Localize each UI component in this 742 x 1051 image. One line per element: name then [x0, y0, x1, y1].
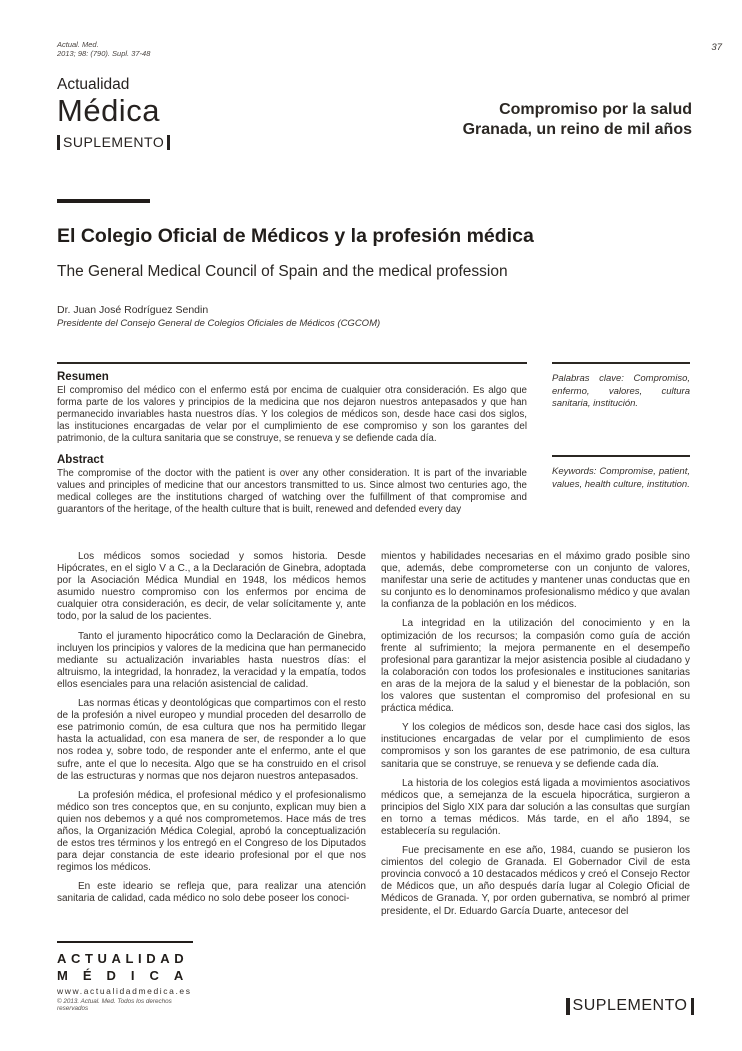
author-affiliation: Presidente del Consejo General de Colegios Oficiales de Médicos (CGCOM): [57, 318, 381, 329]
body-paragraph: Las normas éticas y deontológicas que compartimos con el resto de la profesión a nivel europeo y mundial proceden del desarrollo de ese patrimonio común, de esa cultura que nos ha permitido llegar hasta la actualidad, con esa manera de ser, de responder a lo que nos rodea y, sobre todo, de responder ante el enfermo, ante el que sufre, ante el que lo necesita. Algo que se ha construido en el crisol de las estructuras y normas que nos dejaron nuestros antepasados.: [57, 698, 366, 782]
footer-website: www.actualidadmedica.es: [57, 986, 192, 996]
body-paragraph: Los médicos somos sociedad y somos historia. Desde Hipócrates, en el siglo V a C., a la Declaración de Ginebra, adoptada por la Asociación Médica Mundial en 1948, los médicos hemos asumido nuestro compromiso con los enfermos por encima de cualquier otra consideración, es decir, de velar solícitamente y, ante todo, por la salud de los pacientes.: [57, 551, 366, 623]
masthead-supplement-badge: [57, 134, 170, 150]
vertical-bar-icon: [57, 135, 60, 150]
abstract-text: The compromise of the doctor with the patient is over any other consideration. It is part of the invariable values and principles of medicine that our ancestors transmitted to us. Since almost two centuries ago, the medical colleges are the institutions charged of watching over the fulfillment of that compromise and guarantors of the heritage, of the health culture that is built, renewed and defended every day: [57, 468, 527, 515]
body-paragraph: Fue precisamente en ese año, 1984, cuando se pusieron los cimientos del colegio de Granada. El Gobernador Civil de esta provincia convocó a 10 destacados médicos y creó el Consejo Rector de Médicos que, un año después daría lugar al Colegio Oficial de Médicos de Granada. Y, por orden gubernativa, se nombró al primer presidente, el Dr. Eduardo García Duarte, antecesor del: [381, 845, 690, 917]
body-paragraph: En este ideario se refleja que, para realizar una atención sanitaria de calidad, cada médico no solo debe poseer los conoci-: [57, 881, 366, 905]
body-paragraph: Tanto el juramento hipocrático como la Declaración de Ginebra, incluyen los principios y valores de la medicina que han permanecido mediante su actualización invariables hasta nuestros días: el altruismo, la integridad, la honradez, la veracidad y la empatía, todos ellos esenciales para una relación asistencial de calidad.: [57, 630, 366, 690]
masthead-name-line2: Médica: [57, 93, 160, 128]
vertical-bar-icon: [691, 998, 695, 1015]
citation-line-2: 2013; 98: (790). Supl. 37-48: [57, 49, 151, 58]
abstract-section: [57, 362, 527, 516]
body-left-column: [57, 551, 366, 925]
article-title-spanish: El Colegio Oficial de Médicos y la profesión médica: [57, 225, 534, 248]
body-paragraph: La historia de los colegios está ligada a movimientos asociativos médicos que, a semejanza de la escuela hipocrática, surgieron a principios del Siglo XIX para dar solución a las consultas que surgían en torno a temas médicos. Más tarde, en el año 1894, se establecería su regulación.: [381, 777, 690, 837]
article-body: [57, 551, 690, 925]
title-rule: [57, 199, 150, 203]
article-title-english: The General Medical Council of Spain and the medical profession: [57, 263, 508, 280]
masthead-name-line1: Actualidad: [57, 76, 130, 93]
masthead-supplement-label: SUPLEMENTO: [63, 134, 165, 150]
footer-supplement-badge: [566, 997, 694, 1015]
vertical-bar-icon: [167, 135, 170, 150]
issue-theme-line1: Compromiso por la salud: [499, 101, 692, 118]
issue-theme-line2: Granada, un reino de mil años: [462, 120, 692, 138]
citation-line-1: Actual. Med.: [57, 40, 99, 49]
body-paragraph: Y los colegios de médicos son, desde hace casi dos siglos, las instituciones encargadas de velar por el cumplimiento de esos compromisos y son los garantes de ese patrimonio, de esa cultura sanitaria que se construye, se renueva y se defiende cada día.: [381, 722, 690, 770]
body-paragraph: La profesión médica, el profesional médico y el profesionalismo médico son tres conceptos que, en su conjunto, explican muy bien a quien nos debemos y a qué nos comprometemos. Hace más de tres años, la Organización Médica Colegial, aprobó la conceptualización de estos tres términos y los entregó en el Congreso de los Diputados para dejar constancia de este ideario profesional por el que nos regimos los médicos.: [57, 789, 366, 874]
journal-citation: [57, 40, 150, 58]
footer-rule: [57, 941, 193, 943]
abstract-heading: Abstract: [57, 454, 104, 466]
palabras-clave: Palabras clave: Compromiso, enfermo, valores, cultura sanitaria, institución.: [552, 362, 690, 411]
body-paragraph: La integridad en la utilización del conocimiento y en la optimización de los recursos; la compasión como guía de acción frente al sufrimiento; la mejora permanente en el desempeño profesional para garantizar la mejor asistencia posible al ciudadano y la colaboración con todos los profesionales e instituciones sanitarias en aras de la mejora de la salud y el bienestar de la población, son los valores que sustentan el compromiso del profesional en su práctica médica.: [381, 618, 690, 715]
journal-masthead: [57, 76, 170, 155]
footer-supplement-label: SUPLEMENTO: [572, 997, 688, 1014]
keywords: Keywords: Compromise, patient, values, health culture, institution.: [552, 455, 690, 491]
resumen-text: El compromiso del médico con el enfermo está por encima de cualquier otra consideración. Es algo que forma parte de los valores y principios de la medicina que nos dejaron nuestros antepasados y que han permanecido invariables hasta nuestros días. Y los colegios de médicos son, desde hace casi dos siglos, las instituciones encargadas de velar por el cumplimiento de ese compromiso y son los garantes del patrimonio, de la cultura sanitaria que se construye, se renueva y se defiende cada día.: [57, 385, 527, 444]
resumen-heading: Resumen: [57, 371, 109, 383]
author-name: Dr. Juan José Rodríguez Sendin: [57, 304, 209, 316]
issue-theme: [463, 100, 692, 139]
body-right-column: [381, 551, 690, 925]
footer-copyright: © 2013. Actual. Med. Todos los derechos reservados: [57, 998, 172, 1012]
footer-brand-line2: MÉDICA: [57, 968, 199, 983]
footer-brand-line1: ACTUALIDAD: [57, 951, 189, 966]
page-number: 37: [711, 42, 722, 53]
body-paragraph: mientos y habilidades necesarias en el máximo grado posible sino que, además, debe comprometerse con un conjunto de valores, manifestar una serie de actitudes y mantener unas conductas que en su conjunto es lo denominamos profesionalismo médico y que avalan la confianza de la población en los médicos.: [381, 551, 690, 611]
footer-brand: [57, 941, 199, 1012]
vertical-bar-icon: [566, 998, 570, 1015]
